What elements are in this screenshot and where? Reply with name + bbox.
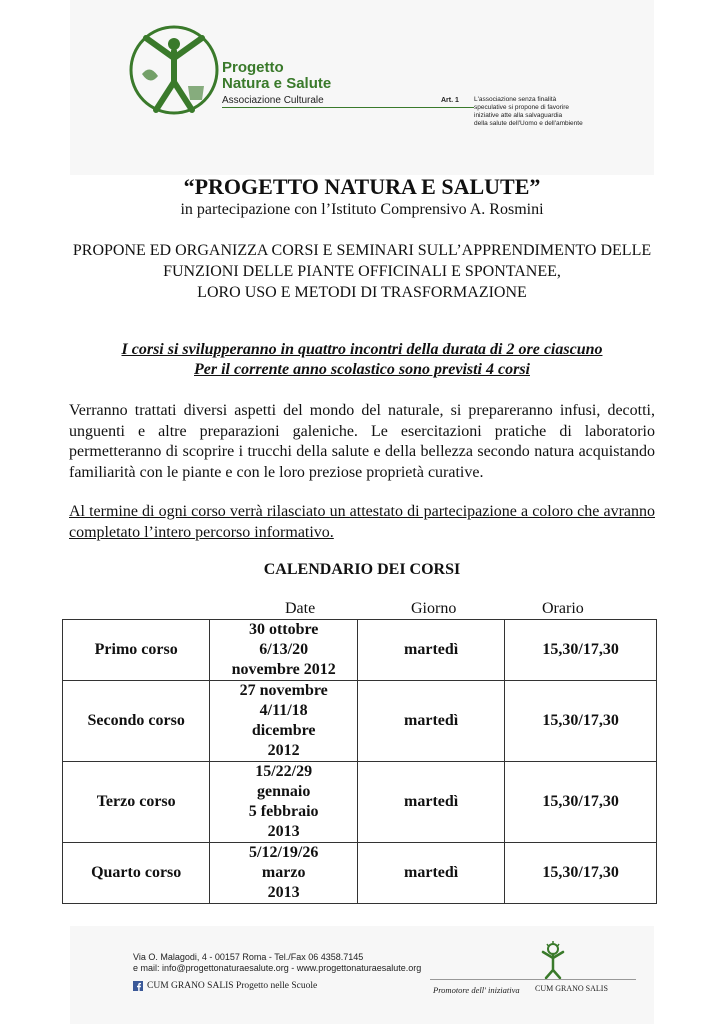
- article-text-line: L'associazione senza finalità: [474, 96, 557, 103]
- emphasis-line: I corsi si svilupperanno in quattro incontri della durata di 2 ore ciascuno: [121, 341, 603, 358]
- date-line: 2013: [267, 823, 300, 840]
- course-name: Quarto corso: [63, 843, 210, 904]
- course-emphasis: [0, 340, 724, 380]
- date-line: marzo: [261, 864, 306, 881]
- date-line: 15/22/29: [255, 763, 313, 780]
- table-row: [63, 762, 657, 843]
- table-row: [63, 843, 657, 904]
- course-dates: [210, 681, 358, 762]
- brand-name-line1: Progetto: [222, 59, 284, 76]
- course-name: Secondo corso: [63, 681, 210, 762]
- proposal-line: FUNZIONI DELLE PIANTE OFFICINALI E SPONTANEE,: [163, 263, 561, 280]
- course-dates: [210, 843, 358, 904]
- footer-promoter: Promotore dell' iniziativa: [433, 985, 520, 995]
- column-header-date: Date: [285, 600, 316, 617]
- column-header-time: Orario: [542, 600, 584, 617]
- table-row: [63, 620, 657, 681]
- brand-subtitle: Associazione Culturale: [222, 95, 324, 106]
- proposal-line: PROPONE ED ORGANIZZA CORSI E SEMINARI SULL’APPRENDIMENTO DELLE: [72, 242, 652, 259]
- certificate-note: Al termine di ogni corso verrà rilasciato un attestato di partecipazione a coloro che avranno completato l’intero percorso informativo.: [69, 503, 655, 541]
- course-time: 15,30/17,30: [505, 681, 657, 762]
- date-line: novembre 2012: [231, 661, 336, 678]
- footer-divider: [430, 979, 636, 980]
- article-label: Art. 1: [441, 97, 459, 104]
- course-day: martedì: [357, 762, 504, 843]
- course-name: Terzo corso: [63, 762, 210, 843]
- footer-contacts: e mail: info@progettonaturaesalute.org - www.progettonaturaesalute.org: [133, 963, 422, 973]
- article-text-line: iniziative atte alla salvaguardia: [474, 112, 563, 119]
- proposal-text: [0, 240, 724, 303]
- article-text-line: della salute dell'Uomo e dell'ambiente: [474, 120, 583, 127]
- date-line: gennaio: [257, 783, 311, 800]
- date-line: 6/13/20: [259, 641, 309, 658]
- course-time: 15,30/17,30: [505, 620, 657, 681]
- association-logo-icon: [128, 24, 220, 116]
- page-title: “PROGETTO NATURA E SALUTE”: [183, 174, 541, 199]
- course-day: martedì: [357, 681, 504, 762]
- course-day: martedì: [357, 843, 504, 904]
- course-time: 15,30/17,30: [505, 843, 657, 904]
- article-text: [474, 96, 654, 128]
- date-line: 5 febbraio: [248, 803, 319, 820]
- header-divider: [222, 107, 474, 108]
- course-name: Primo corso: [63, 620, 210, 681]
- table-row: [63, 681, 657, 762]
- course-day: martedì: [357, 620, 504, 681]
- date-line: dicembre: [251, 722, 316, 739]
- column-header-day: Giorno: [411, 600, 457, 617]
- facebook-icon: [133, 981, 143, 991]
- calendar-title: CALENDARIO DEI CORSI: [263, 561, 461, 578]
- course-dates: [210, 620, 358, 681]
- description-paragraph: Verranno trattati diversi aspetti del mondo del naturale, si prepareranno infusi, decotti, unguenti e altre preparazioni galeniche. Le esercitazioni pratiche di laboratorio permetteranno di scoprire i trucchi della salute e della bellezza secondo natura acquistando familiarità con le piante e con le loro preziose proprietà curative.: [69, 402, 655, 481]
- article-text-line: speculative si propone di favorire: [474, 104, 570, 111]
- date-line: 4/11/18: [259, 702, 308, 719]
- emphasis-line: Per il corrente anno scolastico sono previsti 4 corsi: [194, 361, 530, 378]
- footer-address: Via O. Malagodi, 4 - 00157 Roma - Tel./Fax 06 4358.7145: [133, 952, 364, 962]
- proposal-line: LORO USO E METODI DI TRASFORMAZIONE: [197, 284, 527, 301]
- course-dates: [210, 762, 358, 843]
- date-line: 2012: [267, 742, 300, 759]
- cum-grano-salis-logo-icon: [533, 940, 573, 980]
- footer-brand: CUM GRANO SALIS: [535, 984, 608, 993]
- date-line: 5/12/19/26: [249, 844, 319, 861]
- calendar-table: [62, 619, 657, 904]
- date-line: 27 novembre: [239, 682, 328, 699]
- course-time: 15,30/17,30: [505, 762, 657, 843]
- date-line: 2013: [267, 884, 300, 901]
- footer-school-project: CUM GRANO SALIS Progetto nelle Scuole: [147, 981, 318, 991]
- date-line: 30 ottobre: [248, 621, 319, 638]
- page-subtitle: in partecipazione con l’Istituto Comprensivo A. Rosmini: [180, 201, 544, 218]
- brand-name-line2: Natura e Salute: [222, 75, 332, 92]
